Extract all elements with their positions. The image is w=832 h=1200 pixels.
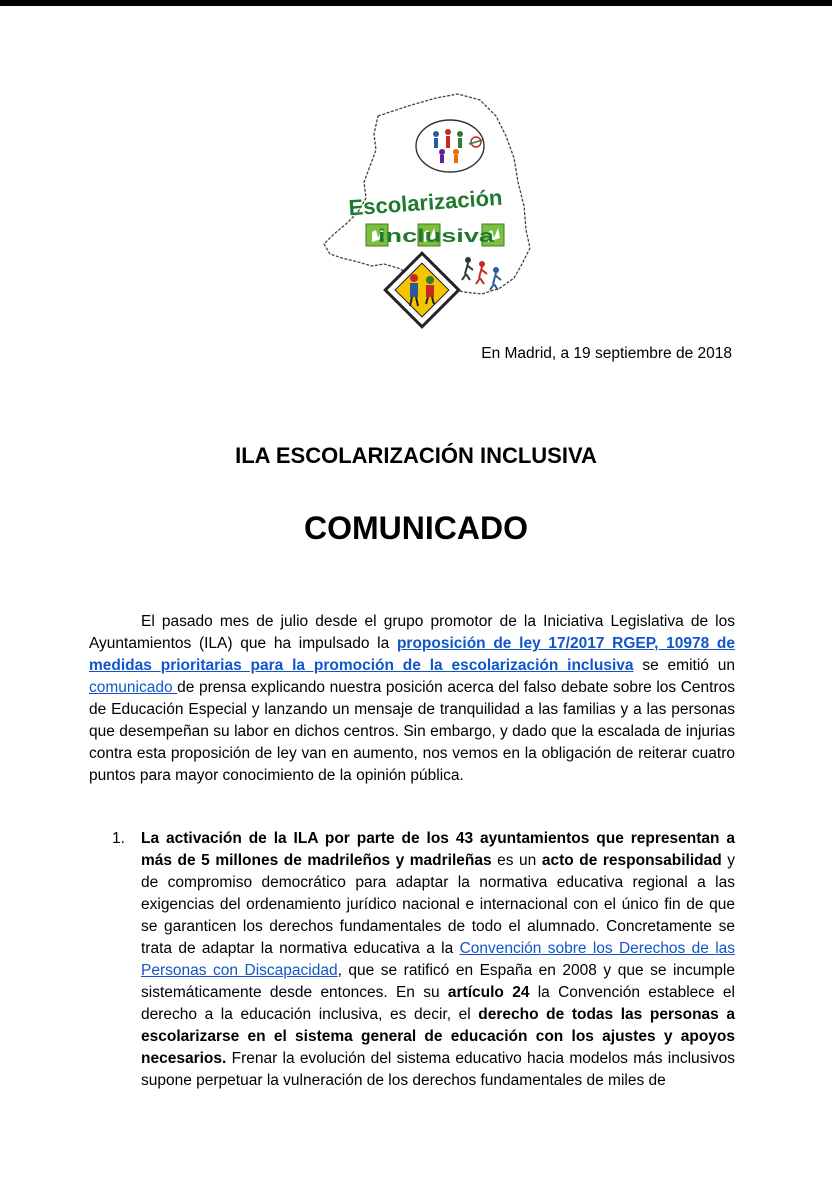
comunicado-link[interactable]: comunicado	[89, 679, 178, 696]
logo-graphic	[318, 88, 534, 330]
logo-title-line1: Escolarización	[347, 184, 504, 221]
point1-bold-4: derecho de todas las personas a escolarizarse en el sistema general de educación con los ajustes y apoyos necesarios.	[141, 1006, 735, 1067]
intro-paragraph	[89, 611, 735, 787]
list-item-number: 1.	[112, 830, 125, 847]
document-title: ILA ESCOLARIZACIÓN INCLUSIVA	[235, 443, 597, 468]
list-item	[141, 828, 735, 1092]
top-edge-bar	[0, 0, 832, 6]
point1-text-2: y de compromiso democrático para adaptar la normativa educativa regional a las exigencias del ordenamiento jurídico nacional e internacional con el único fin de que se garanticen los derechos fundamentales de todo el alumnado. Concretamente se trata de adaptar la normativa educativa a la	[141, 852, 736, 957]
intro-text-2: se emitió un	[633, 657, 735, 674]
intro-text-3: de prensa explicando nuestra posición acerca del falso debate sobre los Centros de Educación Especial y lanzando un mensaje de tranquilidad a las familias y a las personas que desempeñan su labor en dichos centros. Sin embargo, y dado que la escalada de injurias contra esta proposición de ley van en aumento, nos vemos en la obligación de reiterar cuatro puntos para mayor conocimiento de la opinión pública.	[89, 679, 735, 784]
proposicion-de-ley-link[interactable]: proposición de ley 17/2017 RGEP, 10978 de medidas prioritarias para la promoción de la escolarización inclusiva	[89, 635, 735, 674]
point1-bold-3: artículo 24	[447, 984, 530, 1001]
point1-bold-2: acto de responsabilidad	[541, 852, 722, 869]
convencion-link[interactable]: Convención sobre los Derechos de las Personas con Discapacidad	[141, 940, 736, 979]
logo-title-line2: inclusiva	[378, 226, 496, 246]
escolarizacion-inclusiva-logo	[318, 88, 534, 330]
point1-text-1: es un	[491, 852, 542, 869]
point1-bold-1: La activación de la ILA por parte de los 43 ayuntamientos que representan a más de 5 millones de madrileños y madrileñas	[141, 830, 735, 869]
intro-text-1: El pasado mes de julio desde el grupo promotor de la Iniciativa Legislativa de los Ayuntamientos (ILA) que ha impulsado la	[89, 613, 735, 652]
document-subtitle: COMUNICADO	[304, 510, 528, 546]
point1-text-4: la Convención establece el derecho a la educación inclusiva, es decir, el	[141, 984, 735, 1023]
point1-text-5: Frenar la evolución del sistema educativo hacia modelos más inclusivos supone perpetuar la vulneración de los derechos fundamentales de miles de	[141, 1050, 735, 1089]
point1-text-3: , que se ratificó en España en 2008 y que se incumple sistemáticamente desde entonces. En su	[141, 962, 735, 1001]
date-line: En Madrid, a 19 septiembre de 2018	[481, 345, 732, 362]
